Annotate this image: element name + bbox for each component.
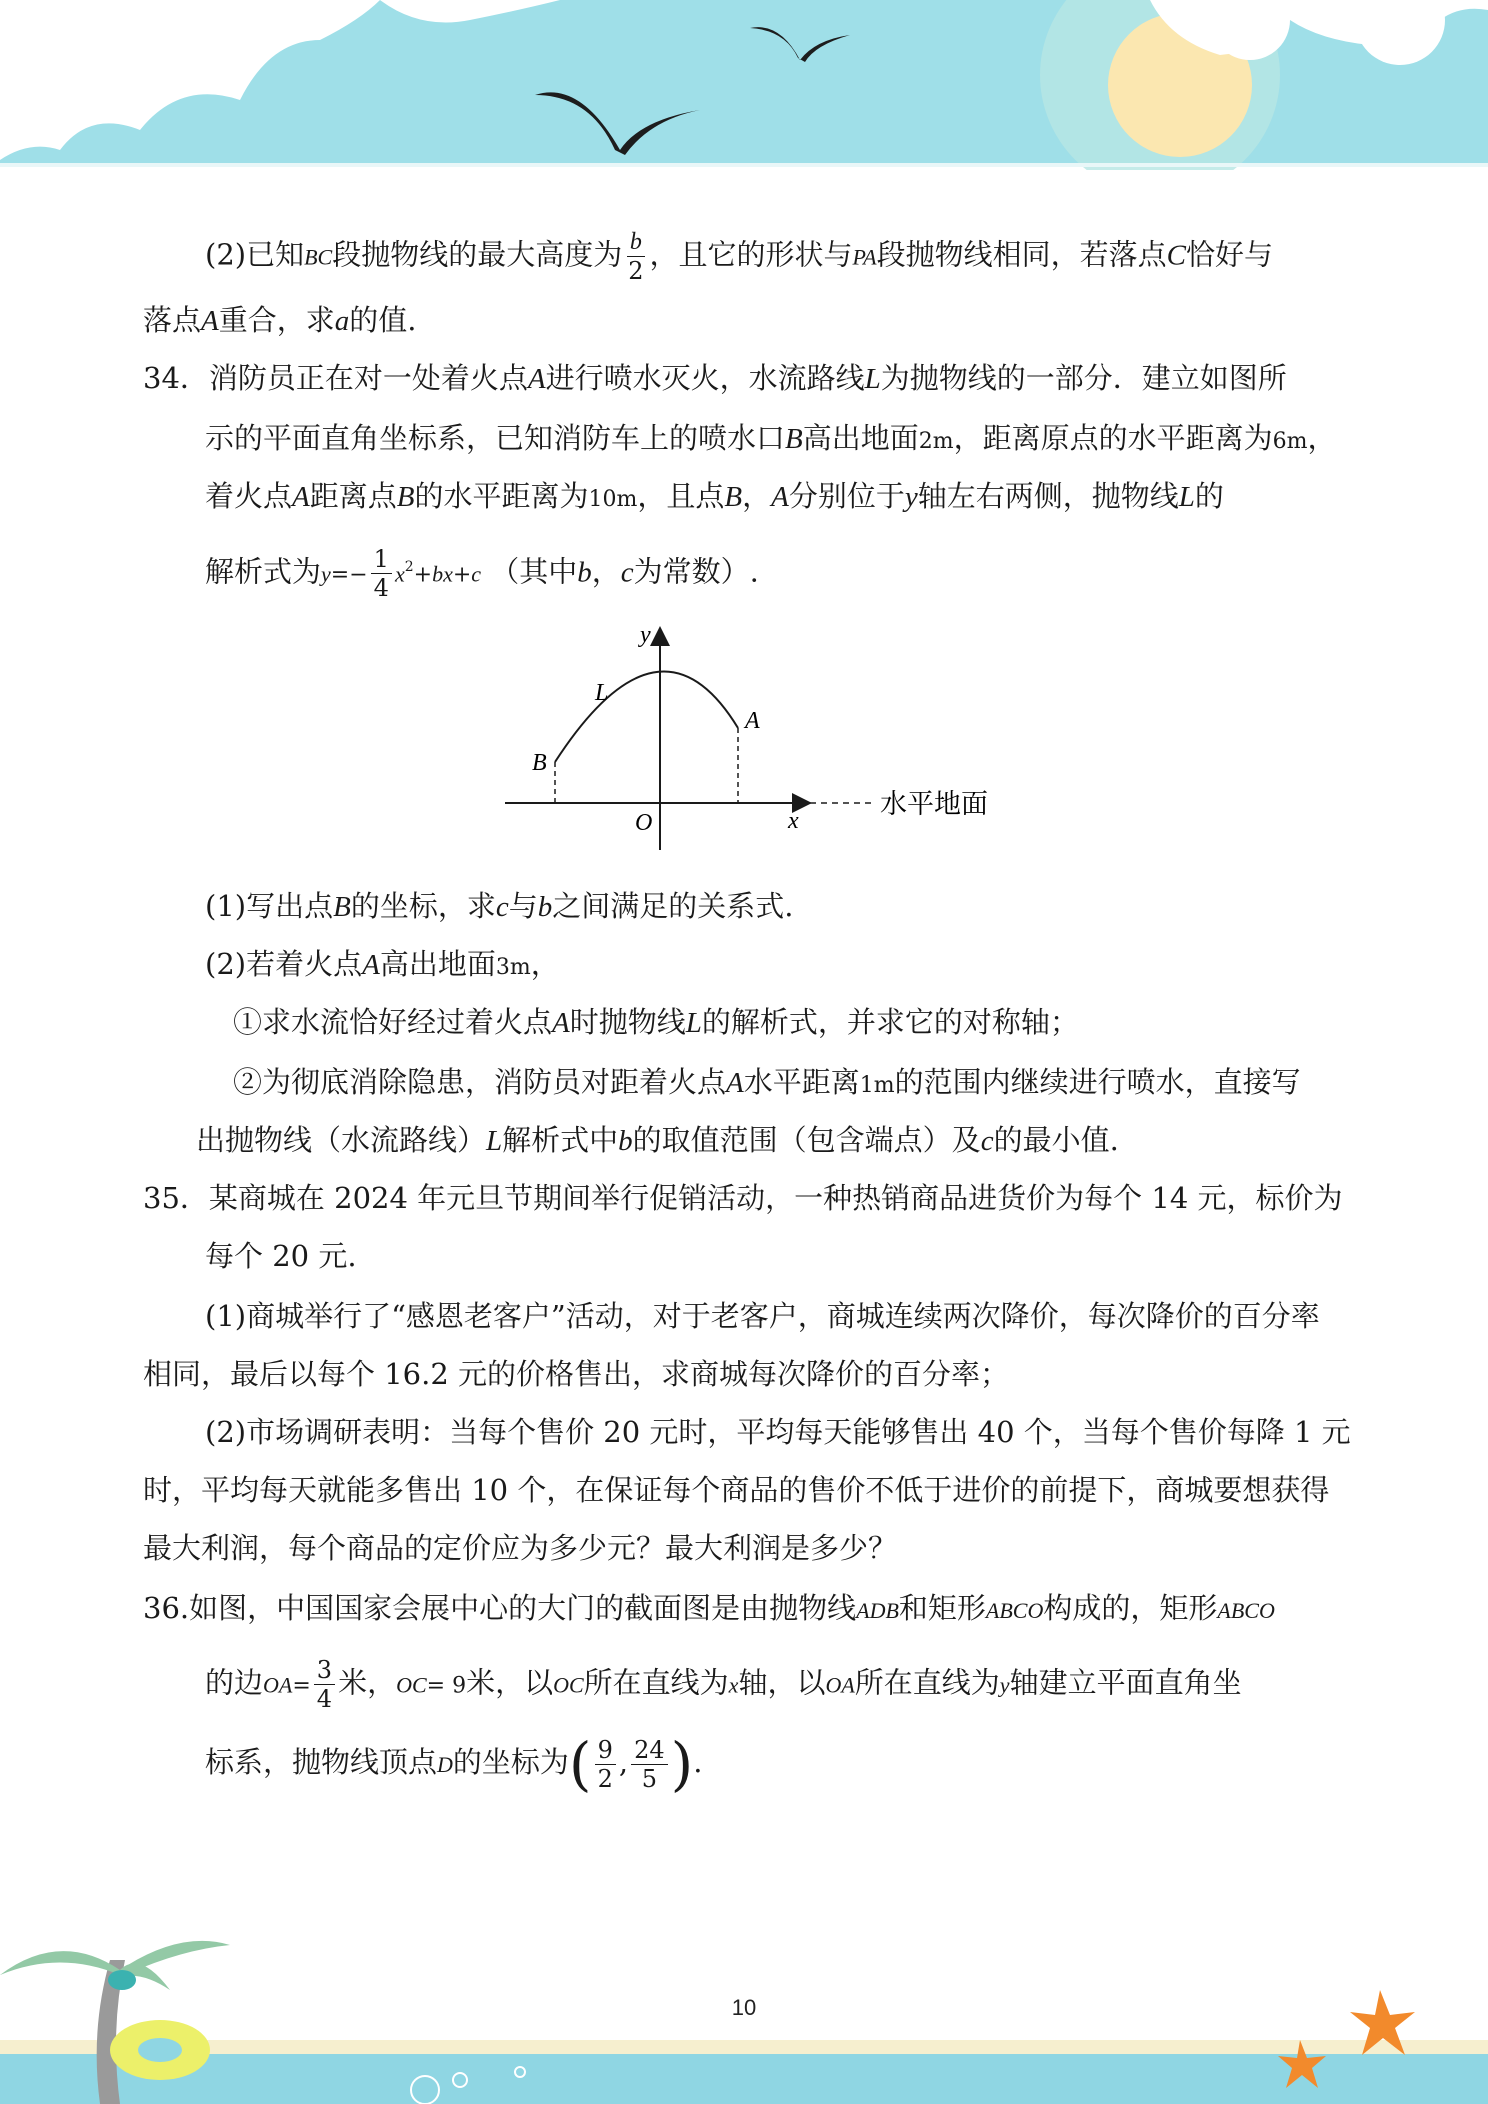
q34-line4: 解析式为y=− $\frac{1}{4}$ $x^2+bx+c$ （其中b，c为常数）. bbox=[205, 545, 759, 602]
q36-line1: 36.如图，中国国家会展中心的大门的截面图是由抛物线ADB和矩形ABCO构成的，矩形ABCO bbox=[143, 1591, 1275, 1625]
q34-line3: 着火点A距离点B的水平距离为10m，且点B，A分别位于y轴左右两侧，抛物线L的 bbox=[205, 479, 1224, 513]
origin-label: O bbox=[635, 810, 653, 836]
point-label-A: A bbox=[745, 708, 760, 734]
palm-leaf-icon bbox=[0, 1951, 120, 1975]
curve-label-L: L bbox=[595, 680, 609, 706]
header-banner bbox=[0, 0, 1488, 170]
fraction: $\frac{1}{4}$ bbox=[371, 545, 392, 602]
x-axis-label: x bbox=[788, 808, 799, 834]
q34-sub1: ①求水流恰好经过着火点A时抛物线L的解析式，并求它的对称轴； bbox=[233, 1005, 1079, 1039]
parabola-L bbox=[555, 672, 738, 762]
q35-part2-line1: (2)市场调研表明：当每个售价 20 元时，平均每天能够售出 40 个，当每个售价每降 1 元 bbox=[205, 1415, 1351, 1449]
sand-strip bbox=[0, 2040, 1488, 2054]
fraction: $\frac{9}{2}$ bbox=[595, 1736, 616, 1793]
y-axis-label: y bbox=[640, 622, 651, 648]
q35-part2-line2: 时，平均每天就能多售出 10 个，在保证每个商品的售价不低于进价的前提下，商城要想获得 bbox=[143, 1473, 1330, 1507]
q34-line1: 34．消防员正在对一处着火点A进行喷水灭火，水流路线L为抛物线的一部分．建立如图所 bbox=[143, 361, 1287, 395]
q36-line3: 标系，抛物线顶点D的坐标为( $\frac{9}{2}$ , $\frac{24}{5}$ ). bbox=[205, 1730, 703, 1798]
q35-part1-line2: 相同，最后以每个 16.2 元的价格售出，求商城每次降价的百分率； bbox=[143, 1357, 1010, 1391]
question-number: 35． bbox=[143, 1181, 209, 1215]
prev-part2-line2: 落点A重合，求a的值. bbox=[143, 303, 417, 337]
question-number: 34． bbox=[143, 361, 209, 395]
q34-sub2-cont: 出抛物线（水流路线）L解析式中b的取值范围（包含端点）及c的最小值. bbox=[196, 1123, 1119, 1157]
prev-part2-line1: (2)已知BC段抛物线的最大高度为 $\frac{b}{2}$ ，且它的形状与PA段抛物线相同，若落点C恰好与 bbox=[205, 229, 1273, 285]
ground-label: 水平地面 bbox=[880, 789, 988, 820]
fraction: $\frac{3}{4}$ bbox=[314, 1656, 335, 1713]
page-number: 10 bbox=[731, 1995, 757, 2020]
question-number: 36. bbox=[143, 1591, 190, 1625]
q34-part2: (2)若着火点A高出地面3m， bbox=[205, 947, 560, 981]
q35-part2-line3: 最大利润，每个商品的定价应为多少元？最大利润是多少？ bbox=[143, 1531, 898, 1565]
sea-strip bbox=[0, 2054, 1488, 2104]
q35-line2: 每个 20 元. bbox=[205, 1239, 357, 1273]
q34-line2: 示的平面直角坐标系，已知消防车上的喷水口B高出地面2m，距离原点的水平距离为6m， bbox=[205, 421, 1337, 455]
parabola-diagram bbox=[490, 620, 1010, 860]
fraction: $\frac{24}{5}$ bbox=[631, 1736, 668, 1793]
point-label-B: B bbox=[532, 750, 547, 776]
q35-part1-line1: (1)商城举行了“感恩老客户”活动，对于老客户，商城连续两次降价，每次降价的百分率 bbox=[205, 1299, 1320, 1333]
fraction: $\frac{b}{2}$ bbox=[628, 229, 644, 285]
q34-sub2: ②为彻底消除隐患，消防员对距着火点A水平距离1m的范围内继续进行喷水，直接写 bbox=[233, 1065, 1301, 1099]
q35-line1: 35．某商城在 2024 年元旦节期间举行促销活动，一种热销商品进货价为每个 14 元，标价为 bbox=[143, 1181, 1343, 1215]
q36-line2: 的边OA= $\frac{3}{4}$ 米，OC= 9米，以OC所在直线为x轴，以OA所在直线为y轴建立平面直角坐 bbox=[205, 1656, 1242, 1713]
q34-part1: (1)写出点B的坐标，求c与b之间满足的关系式. bbox=[205, 889, 794, 923]
